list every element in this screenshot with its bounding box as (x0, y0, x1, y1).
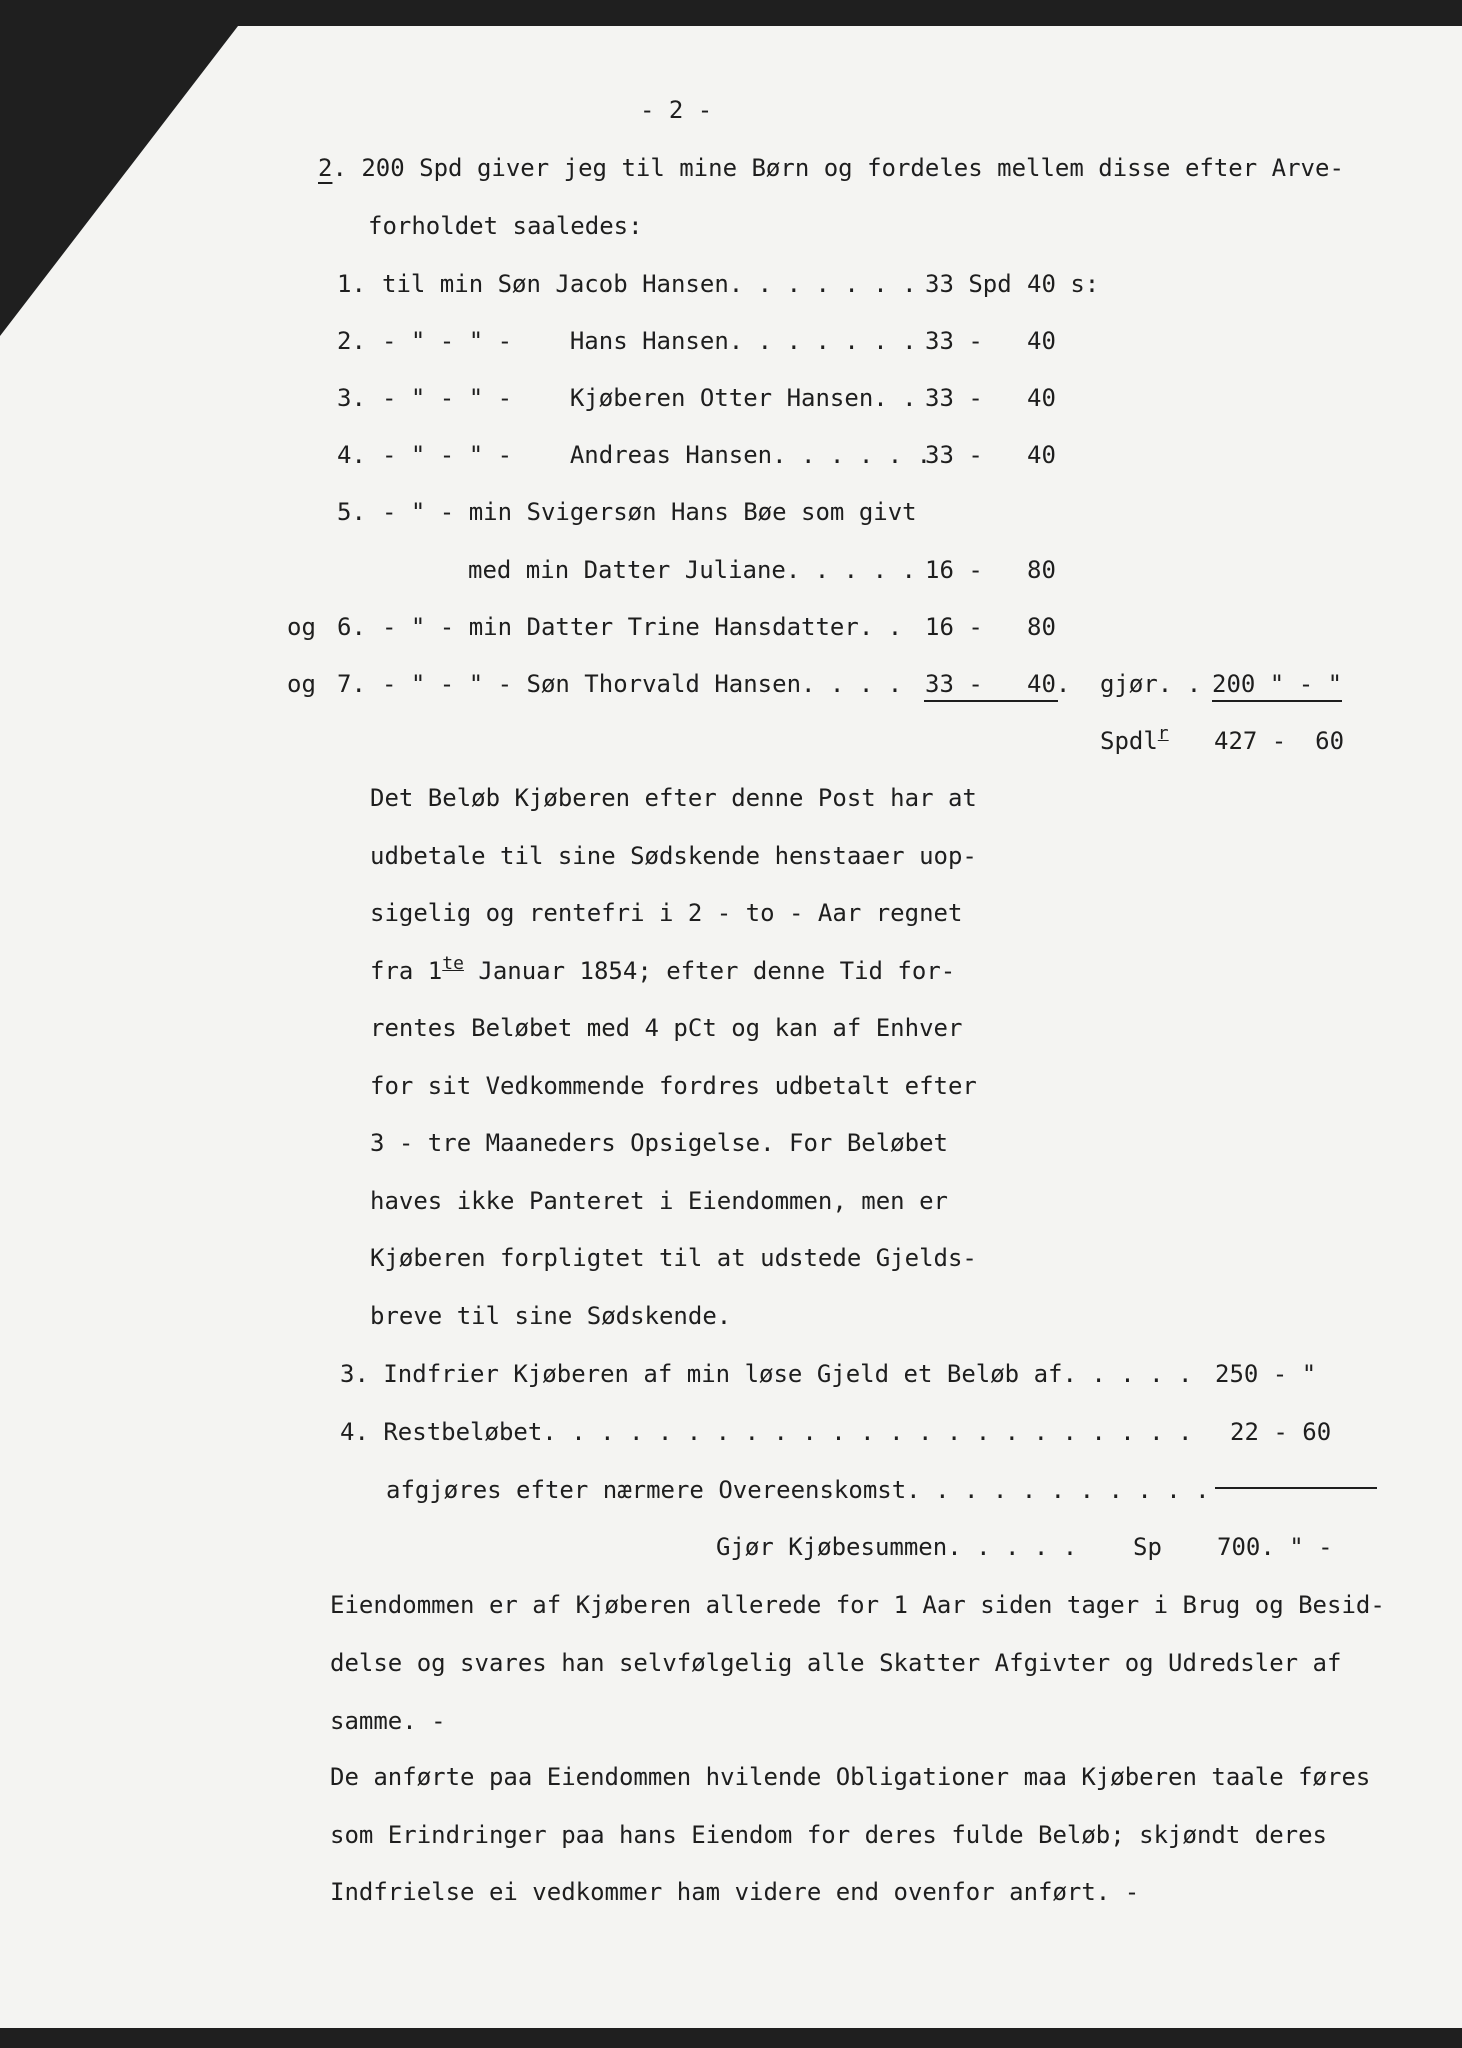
heir-text: til min Søn Jacob Hansen. . . . . . . (382, 270, 917, 298)
closing-line: Indfrielse ei vedkommer ham videre end ovenfor anført. - (330, 1878, 1140, 1906)
item-3-text: 3. Indfrier Kjøberen af min løse Gjeld et Beløb af. . . . . (340, 1360, 1193, 1388)
heir-text: - " - " - Kjøberen Otter Hansen. . (382, 384, 917, 412)
item-2-line-2: forholdet saaledes: (368, 212, 643, 240)
heir-sk: 40. (1027, 670, 1071, 698)
closing-line: som Erindringer paa hans Eiendom for deres fulde Beløb; skjøndt deres (330, 1821, 1327, 1849)
item-4-subtext: afgjøres efter nærmere Overeenskomst. . . . . . . . . . . (386, 1476, 1210, 1504)
heir-sk: 80 (1027, 613, 1056, 641)
total-value: 700. " - (1217, 1533, 1333, 1561)
paragraph-line: breve til sine Sødskende. (370, 1302, 732, 1330)
gjor-underline (1212, 700, 1342, 702)
heir-spd: 16 - (925, 613, 983, 641)
paragraph-line: udbetale til sine Sødskende henstaaer uop- (370, 842, 977, 870)
closing-line: delse og svares han selvfølgelig alle Skatter Afgivter og Udredsler af (330, 1649, 1342, 1677)
heir-number: 3. (337, 384, 366, 412)
heir-prefix: og (287, 613, 316, 641)
heir-sk: 40 (1027, 441, 1056, 469)
heir-sk: 40 s: (1027, 270, 1100, 298)
heir-spd: 33 Spd (925, 270, 1012, 298)
item-4-text: 4. Restbeløbet. . . . . . . . . . . . . . . . . . . . . . . (340, 1418, 1193, 1446)
heir-text: - " - " - Andreas Hansen. . . . . . (382, 441, 932, 469)
closing-line: Eiendommen er af Kjøberen allerede for 1 Aar siden tager i Brug og Besid- (330, 1591, 1385, 1619)
heir-sk: 40 (1027, 327, 1056, 355)
paragraph-line (370, 953, 956, 988)
heir-text: med min Datter Juliane. . . . . (468, 556, 916, 584)
closing-line: De anførte paa Eiendommen hvilende Obligationer maa Kjøberen taale føres (330, 1763, 1371, 1791)
heir-number: 2. (337, 327, 366, 355)
item-2-text: . 200 Spd giver jeg til mine Børn og fordeles mellem disse efter Arve- (332, 154, 1344, 182)
fra-text: fra 1 (370, 957, 443, 985)
heir-text: - " - min Svigersøn Hans Bøe som givt (382, 498, 917, 526)
heir-sk: 40 (1027, 384, 1056, 412)
heir-number: 4. (337, 441, 366, 469)
paragraph-line: haves ikke Panteret i Eiendommen, men er (370, 1187, 948, 1215)
total-label: Gjør Kjøbesummen. . . . . (716, 1533, 1078, 1561)
item-2-number: 2 (318, 154, 333, 182)
fra-superscript: te (442, 953, 464, 974)
paragraph-line: rentes Beløbet med 4 pCt og kan af Enhver (370, 1014, 963, 1042)
heirs-sum-rule (924, 700, 1058, 702)
total-rule (1215, 1487, 1377, 1489)
gjor-label: gjør. . (1100, 670, 1202, 698)
fra-text-rest: Januar 1854; efter denne Tid for- (463, 957, 956, 985)
spdl-superscript: r (1157, 723, 1169, 744)
closing-line: samme. - (330, 1707, 446, 1735)
heir-number: 1. (337, 270, 366, 298)
heir-sk: 80 (1027, 556, 1056, 584)
paragraph-line: for sit Vedkommende fordres udbetalt efter (370, 1072, 977, 1100)
total-unit: Sp (1133, 1533, 1162, 1561)
paragraph-line: sigelig og rentefri i 2 - to - Aar regnet (370, 899, 963, 927)
spdl-value: 427 - 60 (1214, 727, 1345, 755)
heir-number: 5. (337, 498, 366, 526)
heir-number: 7. (337, 670, 366, 698)
heir-spd: 33 - (925, 384, 983, 412)
paragraph-line: Kjøberen forpligtet til at udstede Gjelds- (370, 1244, 977, 1272)
paragraph-line: Det Beløb Kjøberen efter denne Post har at (370, 784, 977, 812)
item-2-line-1 (318, 154, 1344, 182)
heir-spd: 33 - (925, 670, 983, 698)
heir-spd: 33 - (925, 327, 983, 355)
heir-text: - " - min Datter Trine Hansdatter. . (382, 613, 903, 641)
page-number: - 2 - (640, 96, 713, 124)
heir-text: - " - " - Søn Thorvald Hansen. . . . (382, 670, 903, 698)
gjor-value: 200 " - " (1212, 670, 1343, 698)
heir-number: 6. (337, 613, 366, 641)
spdl-text: Spdl (1100, 727, 1158, 755)
spdl-label (1100, 723, 1169, 758)
paragraph-line: 3 - tre Maaneders Opsigelse. For Beløbet (370, 1129, 948, 1157)
item-4-value: 22 - 60 (1230, 1418, 1332, 1446)
heir-prefix: og (287, 670, 316, 698)
item-3-value: 250 - " (1215, 1360, 1317, 1388)
heir-spd: 33 - (925, 441, 983, 469)
heir-spd: 16 - (925, 556, 983, 584)
heir-text: - " - " - Hans Hansen. . . . . . . (382, 327, 917, 355)
